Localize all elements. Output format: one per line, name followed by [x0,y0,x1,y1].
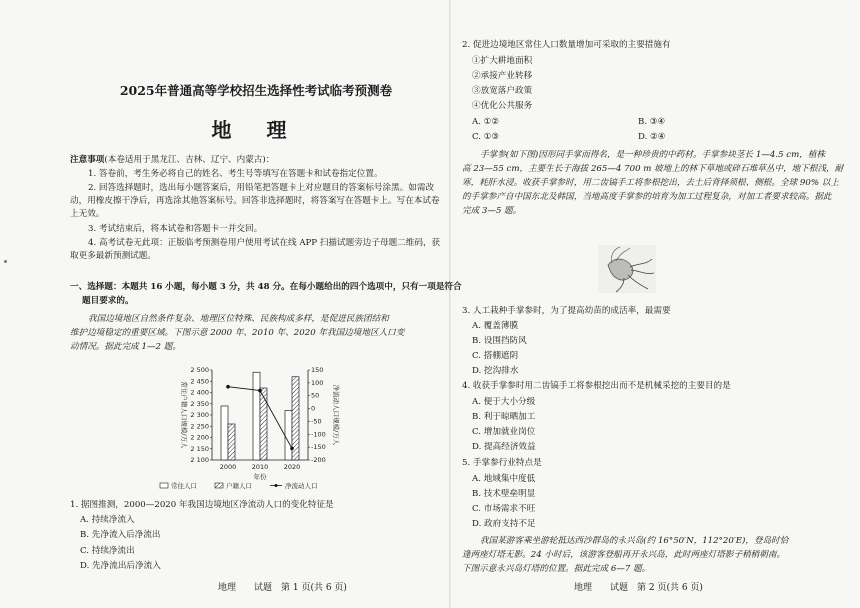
q4-option-d: D. 提高经济效益 [472,442,536,452]
q4-option-b: B. 利于晾晒加工 [472,412,536,422]
intro2-line-5: 完成 3—5 题。 [462,206,522,216]
bar-resident [253,372,260,460]
q4-option-c: C. 增加就业岗位 [472,427,536,437]
exam-title: 2025年普通高等学校招生选择性考试临考预测卷 [119,83,393,98]
left-tick-label: 2 150 [190,444,209,453]
bar-registered [228,424,235,460]
q2-item-4: ④优化公共服务 [472,101,533,111]
q3-option-b: B. 设围挡防风 [472,336,527,346]
left-tick-label: 2 350 [190,399,209,408]
left-axis-label: 常住户籍人口规模/万人 [180,381,188,449]
notice-head: (本卷适用于黑龙江、吉林、辽宁、内蒙古)： [104,155,275,165]
right-tick-label: 100 [311,378,324,387]
left-tick-label: 2 200 [190,433,209,442]
right-tick-label: -150 [311,443,326,452]
page-2-footer: 地理 试题 第 2 页(共 6 页) [574,583,703,593]
net-flow-point [258,389,262,393]
binding-dot [4,260,7,263]
bar-registered [260,388,267,460]
left-tick-label: 2 100 [190,456,209,464]
intro2-line-4: 的手掌参产自中国东北及韩国，当地高度手掌参的培育为加工过程复杂，对加工者要求较高。据此 [462,192,832,202]
subject-title: 地 理 [211,118,301,142]
q2-item-3: ③放宽落户政策 [472,86,533,96]
legend-registered: 户籍人口 [226,482,252,490]
q1-option-d: D. 先净流出后净流入 [80,561,161,571]
legend-swatch-registered [215,483,223,488]
legend-swatch-resident [160,483,168,488]
bar-resident [221,406,228,460]
question-5: 5. 手掌参行业特点是 [462,458,542,468]
question-2: 2. 促进边境地区常住人口数量增加可采取的主要措施有 [462,40,671,50]
bar-resident [285,411,292,461]
x-axis-label: 年份 [253,473,267,481]
net-flow-point [290,447,294,451]
question-1: 1. 据图推测，2000—2020 年我国边境地区净流动人口的变化特征是 [70,500,334,510]
left-tick-label: 2 450 [190,377,209,386]
page-1-footer: 地理 试题 第 1 页(共 6 页) [218,583,347,593]
right-tick-label: -100 [311,430,326,439]
legend-netflow: 净流动人口 [285,482,318,490]
intro-line-3: 动情况。据此完成 1—2 题。 [70,342,181,352]
right-tick-label: -200 [311,456,326,464]
left-tick-label: 2 250 [190,422,209,431]
q1-option-b: B. 先净流入后净流出 [80,530,161,540]
q2-option-d: D. ②④ [638,132,666,142]
legend-resident: 常住人口 [171,482,197,490]
page-1 [70,0,462,608]
q3-option-d: D. 挖沟排水 [472,366,519,376]
question-4: 4. 收获手掌参时用二齿镐手工将参根挖出而不是机械采挖的主要目的是 [462,381,731,391]
intro-line-1: 我国边境地区自然条件复杂、地理区位特殊、民族构成多样，是促进民族团结和 [88,314,389,324]
notice-2a: 2. 回答选择题时，选出每小题答案后，用铅笔把答题卡上对应题目的答案标号涂黑。如需改 [88,183,435,193]
notice-2c: 上无效。 [70,209,105,219]
q2-option-a: A. ①② [472,117,500,127]
notice-2b: 动，用橡皮擦干净后，再选涂其他答案标号。回答非选择题时，将答案写在答题卡上。写在本试卷 [70,196,440,206]
population-chart [120,362,370,492]
right-tick-label: 150 [311,366,324,374]
q1-option-c: C. 持续净流出 [80,546,135,556]
notice-title: 注意事项 [70,155,105,165]
q5-option-c: C. 市场需求不旺 [472,504,536,514]
right-tick-label: -50 [311,417,322,426]
q5-option-b: B. 技术壁垒明显 [472,489,536,499]
intro2-line-3: 寒，耗肝水浸。收获手掌参时，用二齿镐手工将参根挖出，去土后背择须根、侧根。全球 90% 以上 [462,178,839,188]
q2-item-1: ①扩大耕地面积 [472,56,533,66]
q2-option-c: C. ①③ [472,132,500,142]
page-2 [462,0,844,608]
net-flow-point [226,385,230,389]
right-tick-label: 0 [311,404,316,413]
right-tick-label: 50 [311,391,320,400]
intro3-line-1: 我国某游客乘坐游轮抵达西沙群岛的永兴岛(约 16°50′N，112°20′E)，登岛时恰 [480,536,789,546]
left-tick-label: 2 400 [190,388,209,397]
left-tick-label: 2 500 [190,366,209,374]
q3-option-a: A. 覆盖薄膜 [472,321,519,331]
intro3-line-2: 逢两座灯塔无影。24 小时后，该游客登船再开永兴岛，此时两座灯塔影子稍稍朝南。 [462,550,786,560]
page-fold [449,0,451,608]
q1-option-a: A. 持续净流入 [80,515,135,525]
legend-swatch-netflow-dot [275,484,278,487]
x-tick-label: 2010 [251,463,269,471]
x-tick-label: 2000 [219,463,237,471]
section-1-heading-cont: 题目要求的。 [82,296,134,306]
q2-item-2: ②承接产业转移 [472,71,533,81]
intro3-line-3: 下图示意永兴岛灯塔的位置。据此完成 6—7 题。 [462,564,651,574]
hand-ginseng-photo [598,245,656,293]
x-tick-label: 2020 [283,463,301,471]
question-3: 3. 人工栽种手掌参时，为了提高幼苗的成活率，最需要 [462,306,671,316]
notice-4a: 4. 高考试卷无此项：正版临考预测卷用户使用考试在线 APP 扫描试题旁边子母题二维码，获 [88,238,441,248]
intro-line-2: 维护边境稳定的重要区域。下图示意 2000 年、2010 年、2020 年我国边境地区人口变 [70,328,405,338]
right-axis-label: 净流动人口规模/万人 [332,384,340,446]
section-1-heading: 一、选择题：本题共 16 小题，每小题 3 分，共 48 分。在每小题给出的四个选项中，只有一项是符合 [70,282,462,292]
q5-option-d: D. 政府支持不足 [472,519,536,529]
left-tick-label: 2 300 [190,411,209,419]
notice-3: 3. 考试结束后，将本试卷和答题卡一并交回。 [88,224,263,234]
q4-option-a: A. 便于大小分级 [472,397,536,407]
notice-line [70,155,274,166]
q5-option-a: A. 地域集中度低 [472,474,536,484]
q2-option-b: B. ③④ [638,117,666,127]
intro2-line-2: 高 23—55 cm，主要生长于海拔 265—4 700 m 坡地上的林下草地或碎石堆草丛中，地下根浅，耐 [462,164,844,174]
notice-1: 1. 答卷前，考生务必将自己的姓名、考生号等填写在答题卡和试卷指定位置。 [88,169,383,179]
q3-option-c: C. 搭棚遮阴 [472,351,519,361]
notice-4b: 取更多最新预测试题。 [70,251,156,261]
intro2-line-1: 手掌参(如下图)因形同手掌而得名，是一种珍贵的中药材。手掌参块茎长 1—4.5 cm，植株 [480,150,826,160]
